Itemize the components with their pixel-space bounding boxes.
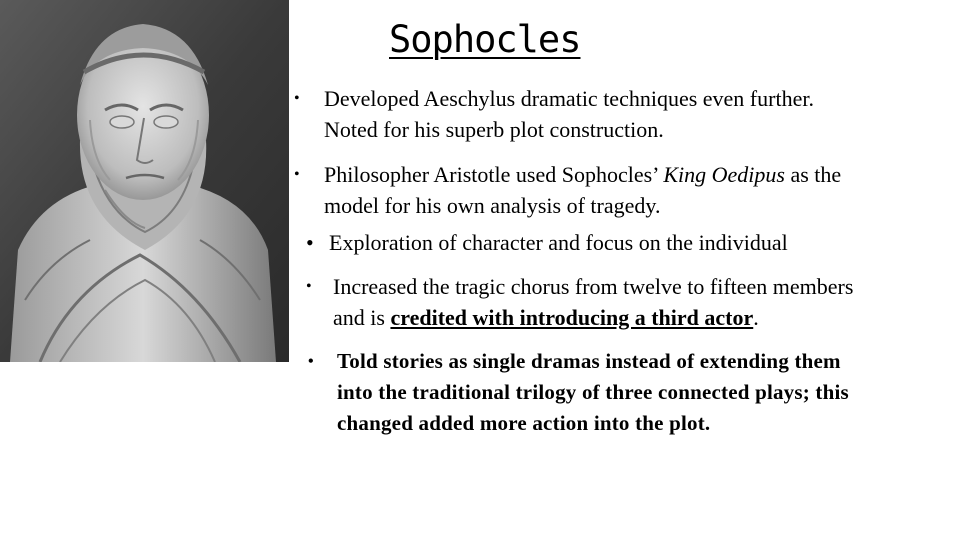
bullet-text: Told stories as single dramas instead of extending them [337,349,841,373]
sophocles-bust-image [0,0,289,362]
bullet-marker: • [308,353,314,370]
play-title-italic: King Oedipus [663,162,785,187]
bullet-text: Increased the tragic chorus from twelve to fifteen members [333,274,854,299]
emphasized-text: credited with introducing a third actor [390,305,754,330]
bullet-point-4 [306,271,936,333]
bullet-marker: • [306,230,314,255]
bullet-marker: • [306,278,312,295]
bullet-text: Noted for his superb plot construction. [324,117,664,142]
bullet-text: into the traditional trilogy of three connected plays; this [337,380,849,404]
bullet-point-1 [294,83,934,145]
bullet-point-5 [308,346,948,439]
bullet-text: model for his own analysis of tragedy. [324,193,661,218]
bullet-text: as the [784,162,842,187]
bullet-marker: • [294,90,300,107]
bullet-text: Philosopher Aristotle used Sophocles’ [324,162,664,187]
bullet-marker: • [294,166,300,183]
slide-title: Sophocles [389,18,581,61]
bullet-text: . [753,305,759,330]
bullet-point-2 [294,159,934,221]
bullet-text: Exploration of character and focus on the individual [329,230,788,255]
bullet-text: changed added more action into the plot. [337,411,711,435]
bullet-text: and is [333,305,391,330]
bullet-text: Developed Aeschylus dramatic techniques even further. [324,86,814,111]
bullet-point-3 [306,227,946,258]
